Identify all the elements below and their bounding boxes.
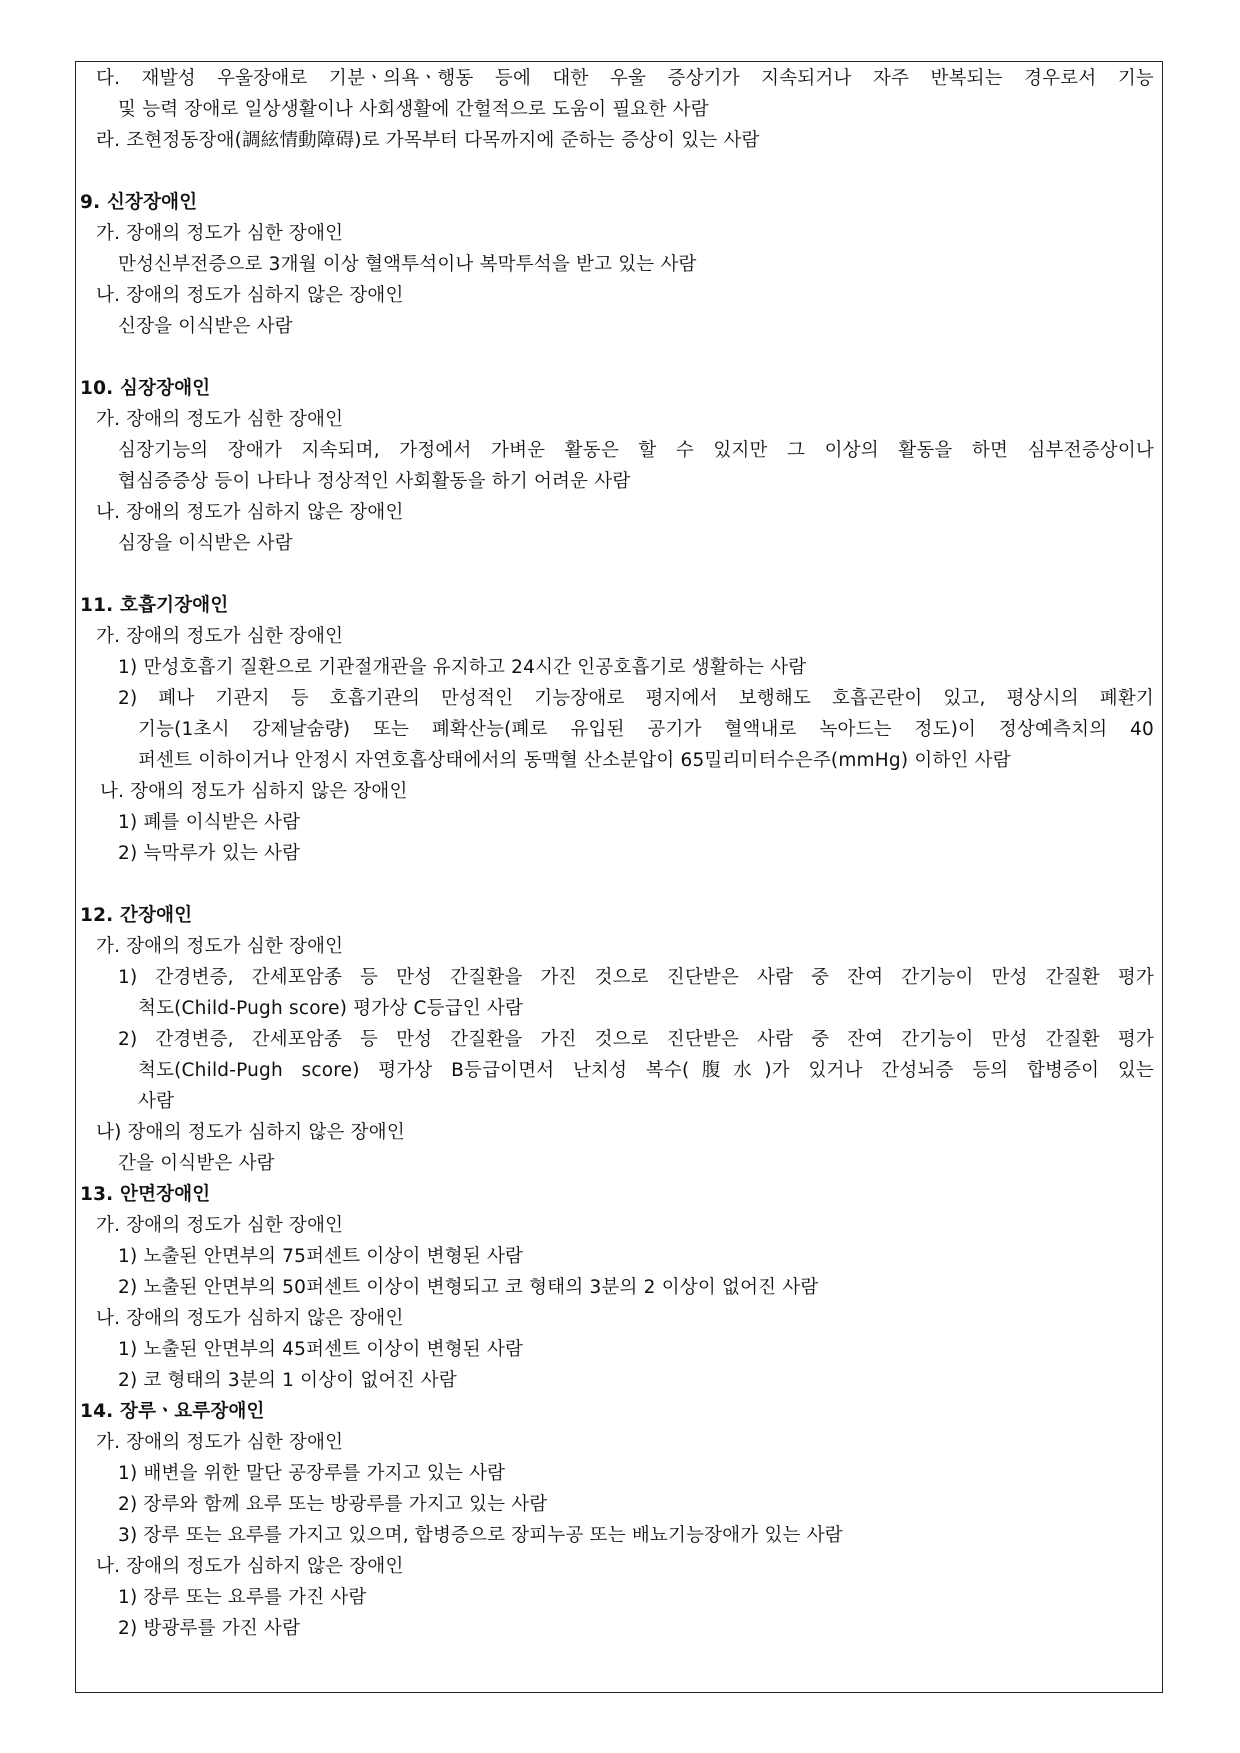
s13-severe-label: 가. 장애의 정도가 심한 장애인 xyxy=(96,1215,344,1236)
section-heading-14: 14. 장루ㆍ요루장애인 xyxy=(80,1401,265,1422)
s14-mild-item-1: 1) 장루 또는 요루를 가진 사람 xyxy=(118,1587,367,1608)
s12-severe-label: 가. 장애의 정도가 심한 장애인 xyxy=(96,936,344,957)
s13-mild-item-1: 1) 노출된 안면부의 45퍼센트 이상이 변형된 사람 xyxy=(118,1339,524,1360)
s12-mild-text: 간을 이식받은 사람 xyxy=(118,1153,275,1174)
s10-severe-label: 가. 장애의 정도가 심한 장애인 xyxy=(96,409,344,430)
section-heading-9: 9. 신장장애인 xyxy=(80,192,198,213)
s12-severe-item-2-line-3: 사람 xyxy=(138,1091,175,1112)
section-heading-10: 10. 심장장애인 xyxy=(80,378,211,399)
s12-severe-item-1-line-1: 1) 간경변증, 간세포암종 등 만성 간질환을 가진 것으로 진단받은 사람 중 잔여 간기능이 만성 간질환 평가 xyxy=(118,967,1154,988)
s11-severe-item-1: 1) 만성호흡기 질환으로 기관절개관을 유지하고 24시간 인공호흡기로 생활하는 사람 xyxy=(118,657,807,678)
s12-severe-item-2-line-2: 척도(Child-Pugh score) 평가상 B등급이면서 난치성 복수(腹水)가 있거나 간성뇌증 등의 합병증이 있는 xyxy=(138,1060,1154,1081)
s11-mild-item-2: 2) 늑막루가 있는 사람 xyxy=(118,843,301,864)
s10-mild-label: 나. 장애의 정도가 심하지 않은 장애인 xyxy=(96,502,404,523)
s13-mild-item-2: 2) 코 형태의 3분의 1 이상이 없어진 사람 xyxy=(118,1370,457,1391)
s12-severe-item-2-line-1: 2) 간경변증, 간세포암종 등 만성 간질환을 가진 것으로 진단받은 사람 중 잔여 간기능이 만성 간질환 평가 xyxy=(118,1029,1154,1050)
s14-severe-item-1: 1) 배변을 위한 말단 공장루를 가지고 있는 사람 xyxy=(118,1463,506,1484)
s11-severe-item-2-line-1: 2) 폐나 기관지 등 호흡기관의 만성적인 기능장애로 평지에서 보행해도 호흡곤란이 있고, 평상시의 폐환기 xyxy=(118,688,1154,709)
s12-mild-label: 나) 장애의 정도가 심하지 않은 장애인 xyxy=(96,1122,405,1143)
s13-severe-item-2: 2) 노출된 안면부의 50퍼센트 이상이 변형되고 코 형태의 3분의 2 이상이 없어진 사람 xyxy=(118,1277,819,1298)
s11-severe-item-2-line-3: 퍼센트 이하이거나 안정시 자연호흡상태에서의 동맥혈 산소분압이 65밀리미터수은주(mmHg) 이하인 사람 xyxy=(138,750,1011,771)
s10-mild-text: 심장을 이식받은 사람 xyxy=(118,533,293,554)
s12-severe-item-1-line-2: 척도(Child-Pugh score) 평가상 C등급인 사람 xyxy=(138,998,524,1019)
section-heading-12: 12. 간장애인 xyxy=(80,905,193,926)
s10-severe-text-1: 심장기능의 장애가 지속되며, 가정에서 가벼운 활동은 할 수 있지만 그 이상의 활동을 하면 심부전증상이나 xyxy=(118,440,1154,461)
s10-severe-text-2: 협심증증상 등이 나타나 정상적인 사회활동을 하기 어려운 사람 xyxy=(118,471,631,492)
document-frame xyxy=(75,61,1163,1693)
s14-severe-item-2: 2) 장루와 함께 요루 또는 방광루를 가지고 있는 사람 xyxy=(118,1494,548,1515)
s9-severe-label: 가. 장애의 정도가 심한 장애인 xyxy=(96,223,344,244)
s14-severe-item-3: 3) 장루 또는 요루를 가지고 있으며, 합병증으로 장피누공 또는 배뇨기능장애가 있는 사람 xyxy=(118,1525,843,1546)
s11-mild-label: 나. 장애의 정도가 심하지 않은 장애인 xyxy=(100,781,408,802)
section-heading-13: 13. 안면장애인 xyxy=(80,1184,211,1205)
s14-mild-label: 나. 장애의 정도가 심하지 않은 장애인 xyxy=(96,1556,404,1577)
item-ra: 라. 조현정동장애(調絃情動障碍)로 가목부터 다목까지에 준하는 증상이 있는 사람 xyxy=(96,130,760,151)
section-heading-11: 11. 호흡기장애인 xyxy=(80,595,229,616)
s11-severe-item-2-line-2: 기능(1초시 강제날숨량) 또는 폐확산능(폐로 유입된 공기가 혈액내로 녹아드는 정도)이 정상예측치의 40 xyxy=(138,719,1154,740)
s11-severe-label: 가. 장애의 정도가 심한 장애인 xyxy=(96,626,344,647)
s14-mild-item-2: 2) 방광루를 가진 사람 xyxy=(118,1618,301,1639)
s11-mild-item-1: 1) 폐를 이식받은 사람 xyxy=(118,812,301,833)
s9-mild-text: 신장을 이식받은 사람 xyxy=(118,316,293,337)
s9-severe-text: 만성신부전증으로 3개월 이상 혈액투석이나 복막투석을 받고 있는 사람 xyxy=(118,254,697,275)
item-da-line-1: 다. 재발성 우울장애로 기분ㆍ의욕ㆍ행동 등에 대한 우울 증상기가 지속되거나 자주 반복되는 경우로서 기능 xyxy=(96,68,1154,89)
s9-mild-label: 나. 장애의 정도가 심하지 않은 장애인 xyxy=(96,285,404,306)
s13-severe-item-1: 1) 노출된 안면부의 75퍼센트 이상이 변형된 사람 xyxy=(118,1246,524,1267)
s13-mild-label: 나. 장애의 정도가 심하지 않은 장애인 xyxy=(96,1308,404,1329)
item-da-line-2: 및 능력 장애로 일상생활이나 사회생활에 간헐적으로 도움이 필요한 사람 xyxy=(118,99,709,120)
s14-severe-label: 가. 장애의 정도가 심한 장애인 xyxy=(96,1432,344,1453)
